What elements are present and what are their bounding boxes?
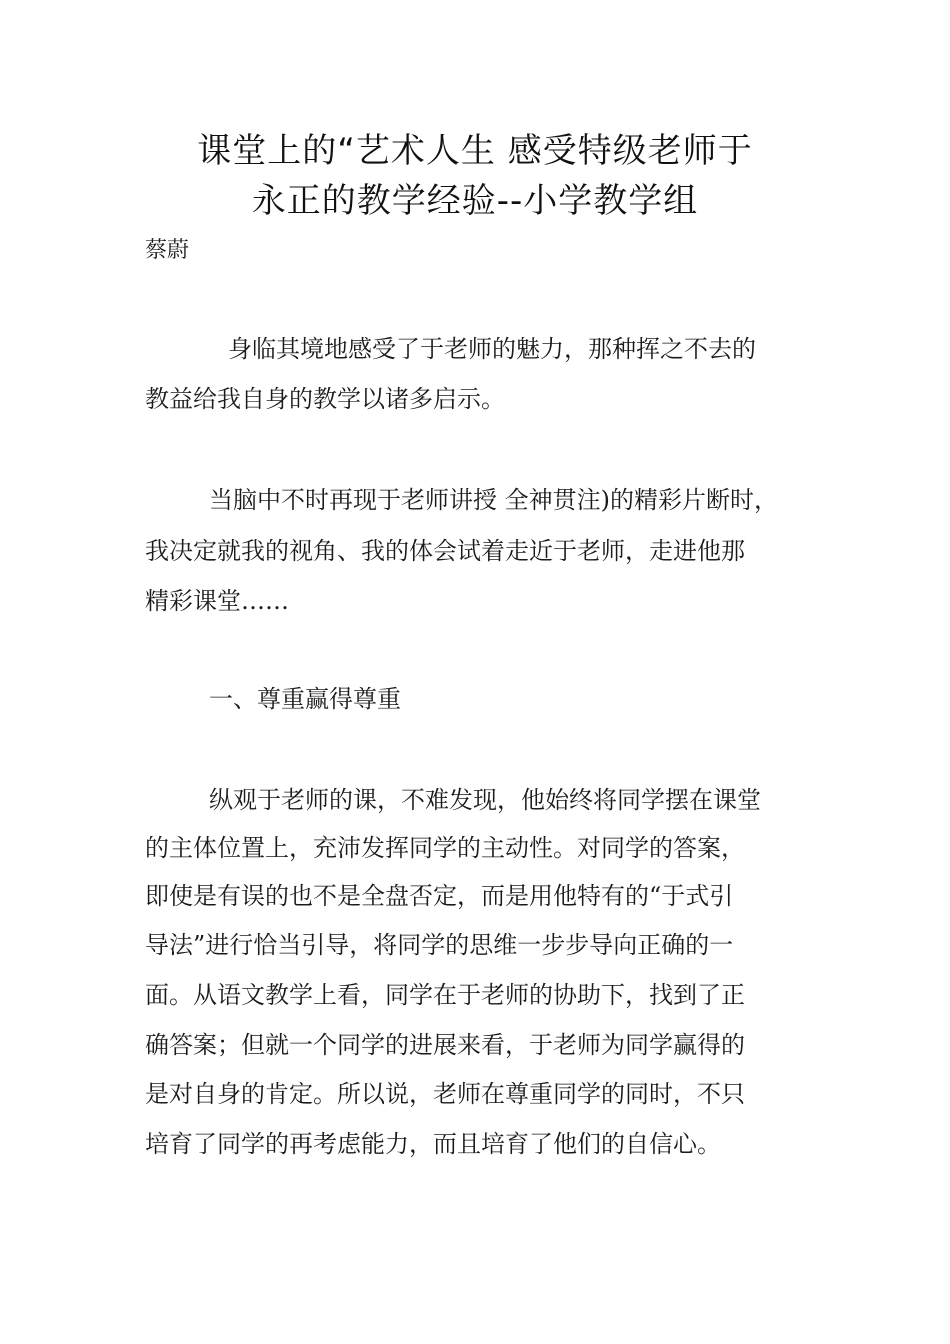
paragraph-3-line-5: 面。从语文教学上看，同学在于老师的协助下，找到了正 <box>145 981 745 1009</box>
paragraph-1-line-2: 教益给我自身的教学以诸多启示。 <box>145 385 505 413</box>
paragraph-3-line-1: 纵观于老师的课，不难发现，他始终将同学摆在课堂 <box>209 786 761 814</box>
paragraph-3-line-4: 导法”进行恰当引导，将同学的思维一步步导向正确的一 <box>145 931 734 959</box>
document-title-line-2: 永正的教学经验--小学教学组 <box>251 181 699 221</box>
section-heading: 一、尊重赢得尊重 <box>209 685 401 713</box>
paragraph-2-line-1: 当脑中不时再现于老师讲授 全神贯注)的精彩片断时， <box>209 486 778 514</box>
paragraph-2-line-2: 我决定就我的视角、我的体会试着走近于老师，走进他那 <box>145 537 745 565</box>
paragraph-3-line-8: 培育了同学的再考虑能力，而且培育了他们的自信心。 <box>145 1130 721 1158</box>
author-name: 蔡蔚 <box>145 238 190 263</box>
paragraph-3-line-2: 的主体位置上，充沛发挥同学的主动性。对同学的答案， <box>145 834 745 862</box>
document-title-line-1: 课堂上的“艺术人生 感受特级老师于 <box>197 131 753 171</box>
paragraph-3-line-6: 确答案；但就一个同学的进展来看，于老师为同学赢得的 <box>145 1031 745 1059</box>
paragraph-1-line-1: 身临其境地感受了于老师的魅力，那种挥之不去的 <box>228 335 756 363</box>
paragraph-2-line-3: 精彩课堂…… <box>145 587 289 615</box>
paragraph-3-line-3: 即使是有误的也不是全盘否定，而是用他特有的“于式引 <box>145 882 734 910</box>
paragraph-3-line-7: 是对自身的肯定。所以说，老师在尊重同学的同时，不只 <box>145 1080 745 1108</box>
